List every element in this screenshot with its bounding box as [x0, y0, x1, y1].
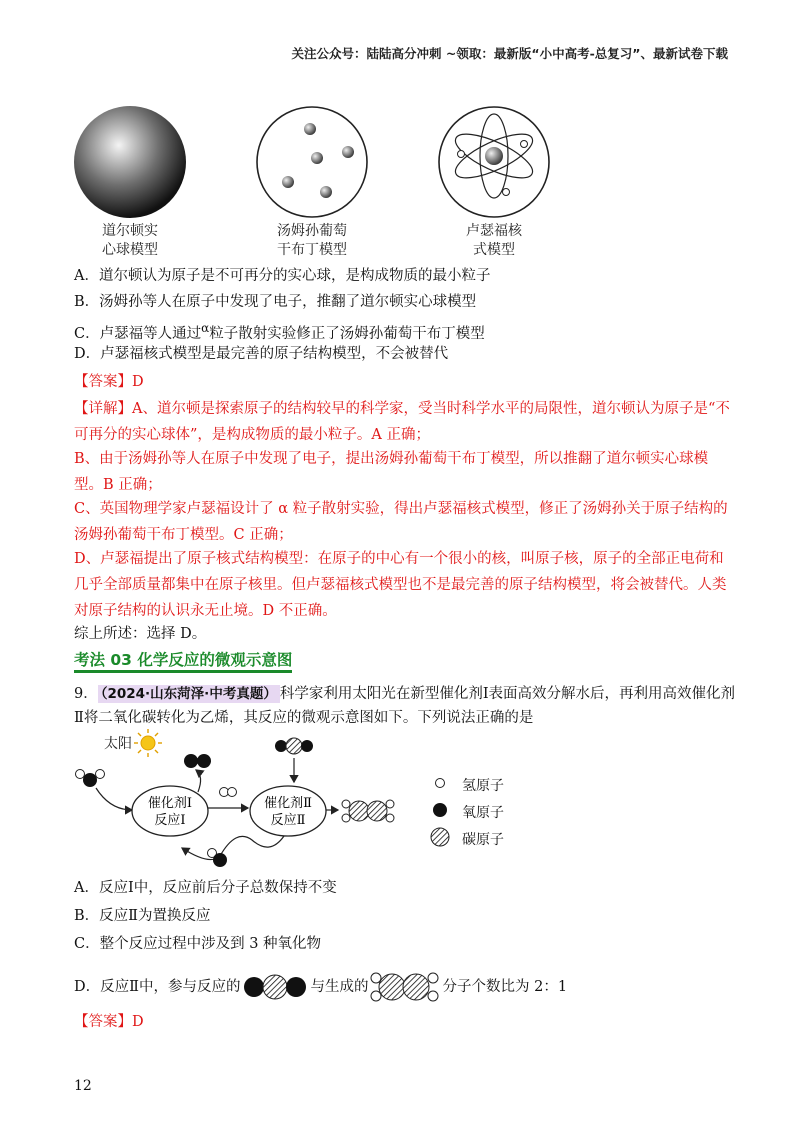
sun-label: 太阳 — [104, 736, 132, 752]
sun-icon — [134, 729, 162, 757]
q9-option-d: D．反应Ⅱ中，参与反应的 与生成的 分子个数比为 2：1 — [74, 970, 567, 1004]
hydrogen-molecule — [220, 788, 237, 797]
q8-option-a: A．道尔顿认为原子是不可再分的实心球，是构成物质的最小粒子 — [74, 268, 491, 284]
q9-option-b: B．反应Ⅱ为置换反应 — [74, 908, 211, 924]
q9-answer: 【答案】D — [74, 1014, 144, 1030]
co2-molecule — [275, 738, 313, 754]
rutherford-model-figure — [436, 104, 552, 220]
dalton-model-figure — [72, 104, 188, 220]
svg-text:催化剂Ⅱ: 催化剂Ⅱ — [264, 796, 312, 811]
q9-option-c: C．整个反应过程中涉及到 3 种氧化物 — [74, 936, 322, 952]
q8-option-b: B．汤姆孙等人在原子中发现了电子，推翻了道尔顿实心球模型 — [74, 294, 477, 310]
thomson-model-caption: 汤姆孙葡萄 干布丁模型 — [277, 223, 347, 258]
catalyst-1-ellipse — [132, 786, 208, 836]
q9-source-tag: （2024·山东菏泽·中考真题） — [98, 685, 280, 703]
legend — [431, 779, 449, 847]
water-molecule-recycled — [208, 849, 228, 868]
q8-answer: 【答案】D — [74, 374, 144, 390]
legend-hydrogen: 氢原子 — [462, 778, 504, 794]
co2-molecule-icon — [242, 974, 308, 1000]
rutherford-model-caption: 卢瑟福核 式模型 — [466, 223, 522, 258]
water-molecule-in — [76, 770, 105, 788]
q8-detail-a: 【详解】A、道尔顿是探索原子的结构较早的科学家，受当时科学水平的局限性，道尔顿认为原子是“不可再分的实心球体”，是构成物质的最小粒子。A 正确； — [74, 401, 730, 443]
ethylene-molecule-icon — [370, 970, 440, 1004]
svg-text:反应Ⅱ: 反应Ⅱ — [270, 813, 306, 828]
svg-text:反应Ⅰ: 反应Ⅰ — [154, 813, 186, 828]
ethylene-molecule — [342, 800, 394, 822]
q8-detail-b: B、由于汤姆孙等人在原子中发现了电子，提出汤姆孙葡萄干布丁模型，所以推翻了道尔顿实心球模型。B 正确； — [74, 451, 709, 493]
catalyst-2-ellipse — [250, 786, 326, 836]
q8-option-c: C．卢瑟福等人通过$^\alpha$粒子散射实验修正了汤姆孙葡萄干布丁模型 — [74, 321, 485, 342]
dalton-model-caption: 道尔顿实 心球模型 — [102, 223, 158, 258]
q8-summary: 综上所述：选择 D。 — [74, 626, 207, 642]
thomson-model-figure — [254, 104, 370, 220]
oxygen-molecule — [184, 754, 211, 768]
q9-stem-line2: Ⅱ将二氧化碳转化为乙烯，其反应的微观示意图如下。下列说法正确的是 — [74, 710, 534, 726]
q8-detail-d: D、卢瑟福提出了原子核式结构模型：在原子的中心有一个很小的核，叫原子核，原子的全部正电荷和几乎全部质量都集中在原子核里。但卢瑟福核式模型也不是最完善的原子结构模型，将会被替代。人类对原子结构的认识永无止境。D 不正确。 — [74, 551, 727, 619]
q9-option-a: A．反应Ⅰ中，反应前后分子总数保持不变 — [74, 880, 337, 896]
q9-stem-line1: 9． （2024·山东菏泽·中考真题） 科学家利用太阳光在新型催化剂Ⅰ表面高效分解水后，再利用高效催化剂 — [74, 686, 736, 702]
legend-oxygen: 氧原子 — [462, 805, 504, 821]
section-title: 考法 03 化学反应的微观示意图 — [74, 648, 292, 670]
page-header: 关注公众号：陆陆高分冲刺 ~领取：最新版“小中高考-总复习”、最新试卷下载 — [291, 46, 728, 61]
reaction-diagram — [70, 728, 530, 873]
legend-carbon: 碳原子 — [462, 832, 504, 848]
q8-option-d: D．卢瑟福核式模型是最完善的原子结构模型，不会被替代 — [74, 346, 449, 362]
alpha-symbol: α — [201, 321, 210, 335]
page-number: 12 — [74, 1078, 92, 1094]
svg-text:催化剂Ⅰ: 催化剂Ⅰ — [147, 796, 193, 811]
q8-detail-c: C、英国物理学家卢瑟福设计了 α 粒子散射实验，得出卢瑟福核式模型，修正了汤姆孙关于原子结构的汤姆孙葡萄干布丁模型。C 正确； — [74, 501, 728, 543]
